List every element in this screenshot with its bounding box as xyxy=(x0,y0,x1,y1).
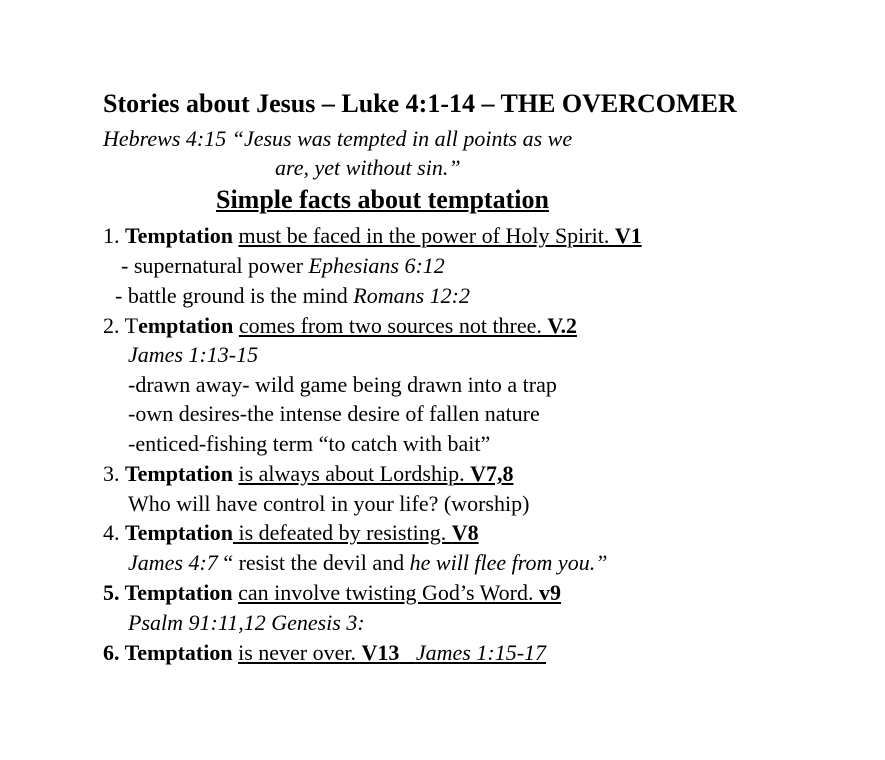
fact-number-keyword: 5. Temptation xyxy=(103,580,233,605)
fact-statement: can involve twisting God’s Word. xyxy=(238,580,540,605)
scripture-ref: Ephesians 6:12 xyxy=(308,253,445,278)
fact-2-scripture: James 1:13-15 xyxy=(128,342,259,367)
fact-3-point-1: Who will have control in your life? (worship) xyxy=(128,491,530,516)
fact-4-point-1 xyxy=(128,550,607,576)
fact-5-scripture: Psalm 91:11,12 Genesis 3: xyxy=(128,610,365,635)
point-text-end: he will flee from you.” xyxy=(409,550,608,575)
fact-keyword: emptation xyxy=(138,313,234,338)
verse-ref: V7,8 xyxy=(470,461,514,486)
section-heading: Simple facts about temptation xyxy=(216,185,549,214)
fact-2-point-3: -enticed-fishing term “to catch with bait” xyxy=(128,431,491,456)
fact-statement: is always about Lordship. xyxy=(238,461,471,486)
point-text: - supernatural power xyxy=(121,253,309,278)
fact-number: 2. xyxy=(103,313,125,338)
verse-ref: V.2 xyxy=(547,313,577,338)
fact-2-point-2: -own desires-the intense desire of fallen nature xyxy=(128,401,540,426)
fact-number: 4. xyxy=(103,520,125,545)
scripture-ref: James 4:7 xyxy=(128,550,218,575)
fact-6 xyxy=(103,640,546,666)
fact-1-point-1 xyxy=(121,253,445,279)
fact-keyword: Temptation xyxy=(125,520,233,545)
fact-1 xyxy=(103,223,642,249)
point-text: “ resist the devil and xyxy=(217,550,410,575)
fact-statement: comes from two sources not three. xyxy=(238,313,548,338)
scripture-ref: Romans 12:2 xyxy=(353,283,471,308)
fact-2-point-1: -drawn away- wild game being drawn into a trap xyxy=(128,372,557,397)
fact-statement: must be faced in the power of Holy Spirit. xyxy=(238,223,615,248)
verse-ref: V8 xyxy=(451,520,479,545)
fact-number-keyword: 6. Temptation xyxy=(103,640,233,665)
fact-2 xyxy=(103,313,577,339)
verse-ref: v9 xyxy=(539,580,562,605)
fact-4 xyxy=(103,520,479,546)
key-verse-line-2: are, yet without sin.” xyxy=(275,155,461,180)
fact-3 xyxy=(103,461,513,487)
point-text: - battle ground is the mind xyxy=(115,283,354,308)
scripture-ref: James 1:15-17 xyxy=(415,640,547,665)
fact-keyword: Temptation xyxy=(125,223,233,248)
spacer xyxy=(399,640,416,665)
fact-statement: is never over. xyxy=(238,640,362,665)
fact-1-point-2 xyxy=(115,283,470,309)
fact-number: 3. xyxy=(103,461,125,486)
fact-5 xyxy=(103,580,561,606)
fact-statement: is defeated by resisting. xyxy=(232,520,452,545)
fact-keyword-initial: T xyxy=(124,313,139,338)
verse-ref: V1 xyxy=(614,223,642,248)
fact-keyword: Temptation xyxy=(125,461,233,486)
page-title: Stories about Jesus – Luke 4:1-14 – THE OVERCOMER xyxy=(103,89,737,118)
verse-ref: V13 xyxy=(361,640,400,665)
key-verse-line-1: Hebrews 4:15 “Jesus was tempted in all points as we xyxy=(103,126,573,151)
fact-number: 1. xyxy=(103,223,125,248)
